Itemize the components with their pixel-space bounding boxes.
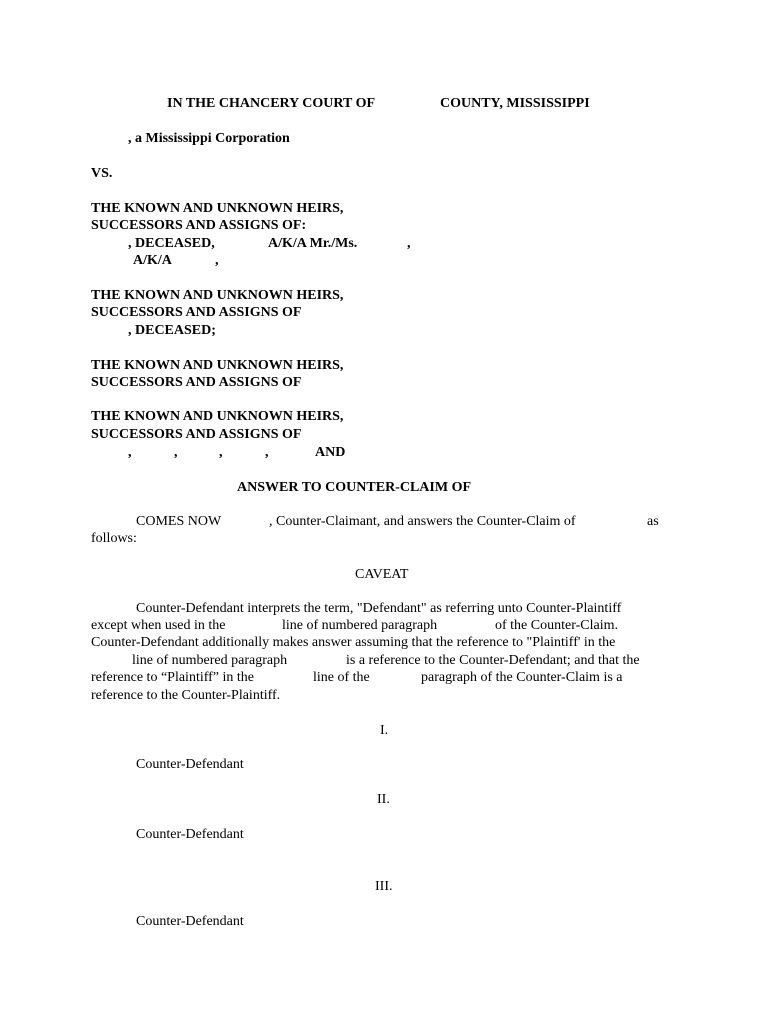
caveat-line-5c: paragraph of the Counter-Claim is a bbox=[421, 670, 623, 685]
defendant-block-1-aka: A/K/A bbox=[133, 253, 172, 268]
caveat-line-5a: reference to “Plaintiff” in the bbox=[91, 670, 254, 685]
defendant-block-1-comma-1: , bbox=[407, 236, 411, 251]
defendant-block-4-line-2: SUCCESSORS AND ASSIGNS OF bbox=[91, 427, 302, 442]
defendant-block-1-line-1: THE KNOWN AND UNKNOWN HEIRS, bbox=[91, 201, 344, 216]
paragraph-numeral-1: I. bbox=[380, 723, 389, 738]
defendant-block-4-comma-3: , bbox=[219, 445, 223, 460]
defendant-block-1-deceased: , DECEASED, bbox=[128, 236, 215, 251]
intro-middle: , Counter-Claimant, and answers the Counter-Claim of bbox=[269, 514, 576, 529]
defendant-block-4-comma-1: , bbox=[128, 445, 132, 460]
defendant-block-3-line-2: SUCCESSORS AND ASSIGNS OF bbox=[91, 375, 302, 390]
document-title: ANSWER TO COUNTER-CLAIM OF bbox=[237, 480, 472, 495]
paragraph-text-1: Counter-Defendant bbox=[136, 757, 244, 772]
paragraph-text-3: Counter-Defendant bbox=[136, 914, 244, 929]
caveat-line-2b: line of numbered paragraph bbox=[282, 618, 438, 633]
defendant-block-2-line-1: THE KNOWN AND UNKNOWN HEIRS, bbox=[91, 288, 344, 303]
versus-label: VS. bbox=[91, 166, 113, 181]
caveat-line-1: Counter-Defendant interprets the term, "Defendant" as referring unto Counter-Plaintiff bbox=[136, 601, 622, 616]
defendant-block-2-deceased: , DECEASED; bbox=[128, 323, 216, 338]
intro-follows: follows: bbox=[91, 531, 137, 546]
defendant-block-4-comma-2: , bbox=[174, 445, 178, 460]
defendant-block-4-and: AND bbox=[315, 445, 346, 460]
caveat-heading: CAVEAT bbox=[355, 567, 409, 582]
court-header-right: COUNTY, MISSISSIPPI bbox=[440, 96, 590, 111]
paragraph-text-2: Counter-Defendant bbox=[136, 827, 244, 842]
defendant-block-1-comma-2: , bbox=[215, 253, 219, 268]
defendant-block-1-line-2: SUCCESSORS AND ASSIGNS OF: bbox=[91, 218, 307, 233]
caveat-line-3: Counter-Defendant additionally makes answer assuming that the reference to "Plaintiff' in the bbox=[91, 635, 616, 650]
caveat-line-2c: of the Counter-Claim. bbox=[495, 618, 618, 633]
caveat-line-4a: line of numbered paragraph bbox=[132, 653, 288, 668]
paragraph-numeral-3: III. bbox=[375, 879, 393, 894]
defendant-block-1-aka-mr: A/K/A Mr./Ms. bbox=[268, 236, 358, 251]
intro-comes-now: COMES NOW bbox=[136, 514, 222, 529]
caveat-line-4b: is a reference to the Counter-Defendant; and that the bbox=[346, 653, 640, 668]
caveat-line-6: reference to the Counter-Plaintiff. bbox=[91, 688, 281, 703]
plaintiff-line: , a Mississippi Corporation bbox=[128, 131, 290, 146]
caveat-line-5b: line of the bbox=[313, 670, 370, 685]
paragraph-numeral-2: II. bbox=[377, 792, 390, 807]
defendant-block-2-line-2: SUCCESSORS AND ASSIGNS OF bbox=[91, 305, 302, 320]
court-header-left: IN THE CHANCERY COURT OF bbox=[167, 96, 376, 111]
defendant-block-4-line-1: THE KNOWN AND UNKNOWN HEIRS, bbox=[91, 409, 344, 424]
defendant-block-4-comma-4: , bbox=[265, 445, 269, 460]
caveat-line-2a: except when used in the bbox=[91, 618, 226, 633]
defendant-block-3-line-1: THE KNOWN AND UNKNOWN HEIRS, bbox=[91, 358, 344, 373]
intro-as: as bbox=[647, 514, 659, 529]
